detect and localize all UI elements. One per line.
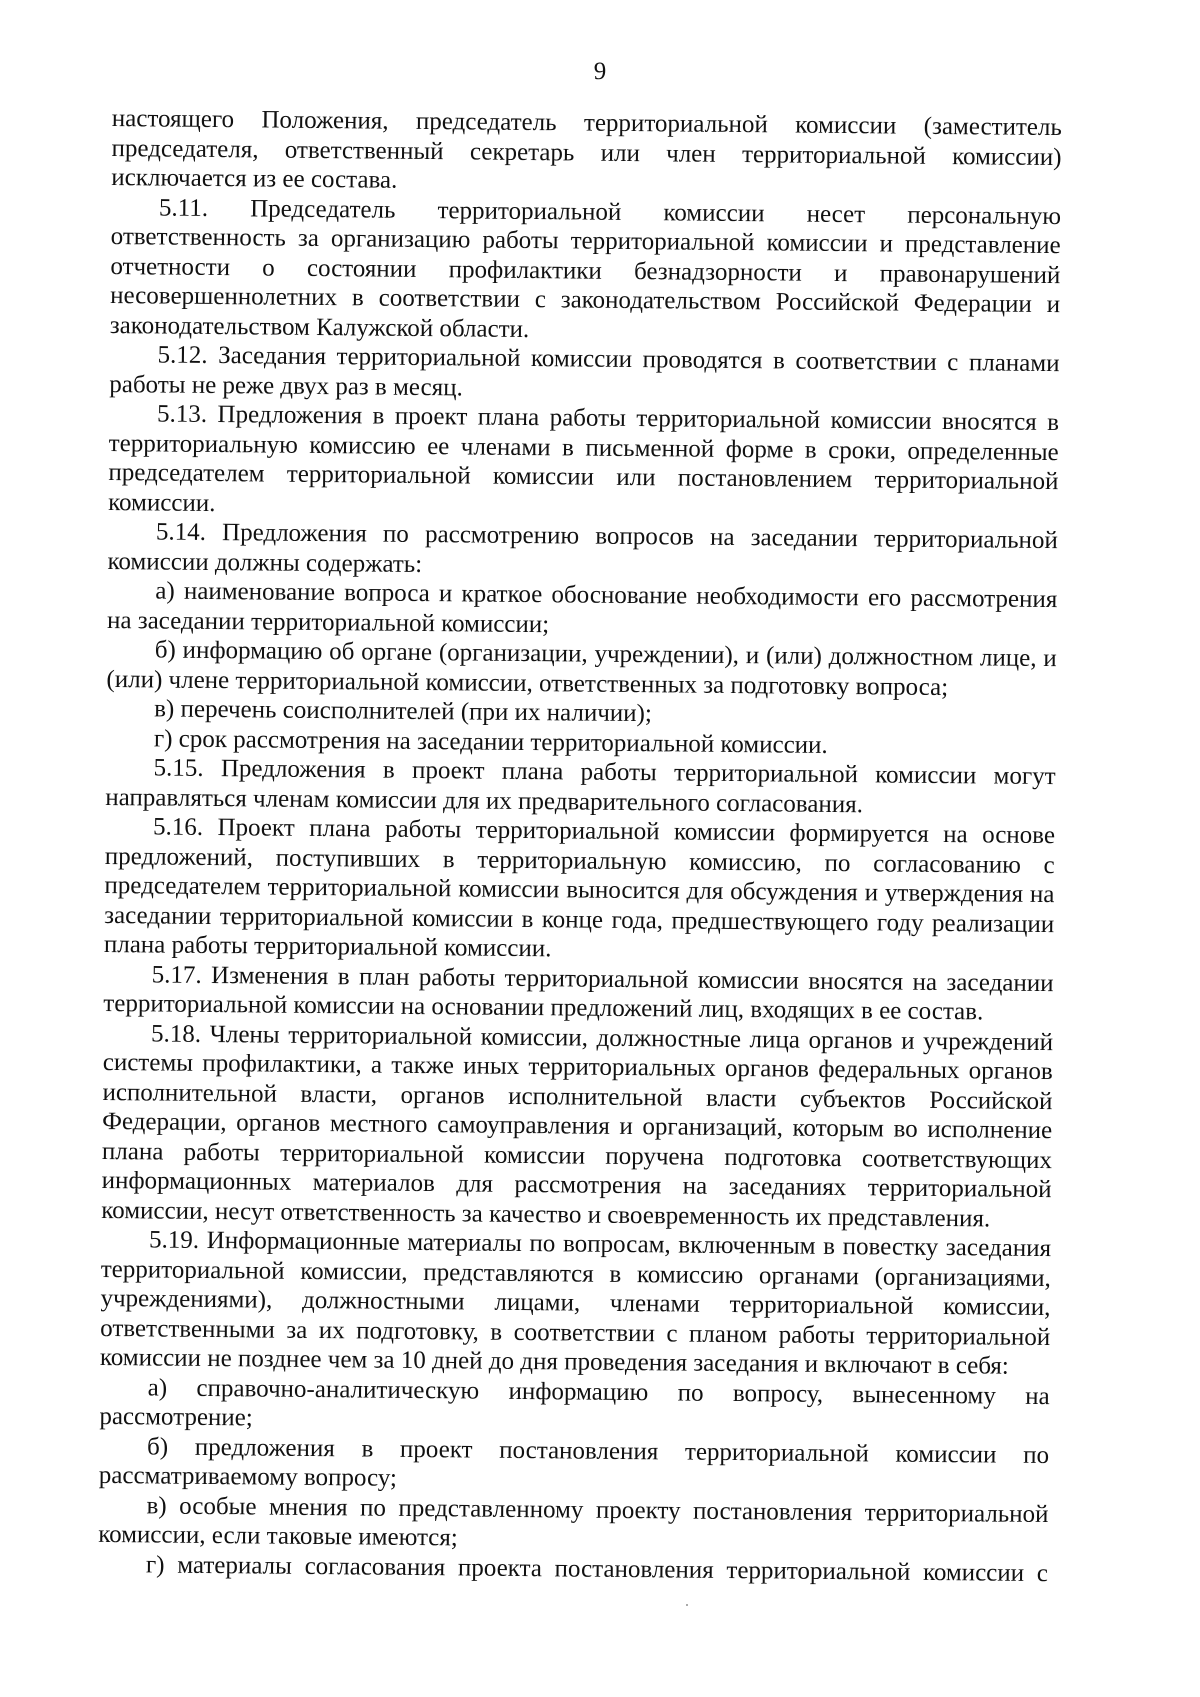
paragraph-5-13: 5.13. Предложения в проект плана работы территориальной комиссии вносятся в территориальную комиссию ее членами в письменной форме в сроки, определенные председателем территориальной комиссии или постановлением территориальной комиссии. [108,400,1060,517]
list-item-5-14-v: в) перечень соисполнителей (при их наличии); [154,695,653,728]
list-item-5-14-b: б) информацию об органе (организации, учреждении), и (или) должностном лице, и (или) члене территориальной комиссии, ответственных за подготовку вопроса; [106,636,1057,701]
page-number: 9 [593,58,607,85]
list-item-5-19-a: а) справочно-аналитическую информацию по вопросу, вынесенному на рассмотрение; [99,1373,1050,1432]
scan-speck [686,1604,688,1606]
paragraph-5-19: 5.19. Информационные материалы по вопросам, включенным в повестку заседания территориальной комиссии, представляются в комиссию органами (организациями, учреждениями), должностными лицами, членами территориальной комиссии, ответственными за их подготовку, в соответствии с планом работы территориальной комиссии не позднее чем за 10 дней до дня проведения заседания и включают в себя: [99,1226,1052,1380]
paragraph-continuation: настоящего Положения, председатель территориальной комиссии (заместитель председателя, ответственный секретарь или член территориальной комиссии) исключается из ее состава. [111,104,1062,194]
paragraph-5-18: 5.18. Члены территориальной комиссии, должностные лица органов и учреждений системы профилактики, а также иных территориальных органов федеральных органов исполнительной власти, органов исполнительной власти субъектов Российской Федерации, органов местного самоуправления и организаций, которым во исполнение плана работы территориальной комиссии поручена подготовка соответствующих информационных материалов для рассмотрения на заседаниях территориальной комиссии, несут ответственность за качество и своевременность их представления. [101,1019,1054,1232]
list-item-5-19-b: б) предложения в проект постановления территориальной комиссии по рассматриваемому вопросу; [98,1432,1050,1492]
paragraph-5-12: 5.12. Заседания территориальной комиссии проводятся в соответствии с планами работы не реже двух раз в месяц. [109,341,1060,401]
paragraph-5-14: 5.14. Предложения по рассмотрению вопросов на заседании территориальной комиссии должны содержать: [107,518,1058,578]
list-item-5-19-g: г) материалы согласования проекта постановления территориальной комиссии с [145,1550,1049,1587]
paragraph-5-11: 5.11. Председатель территориальной комиссии несет персональную ответственность за организацию работы территориальной комиссии и представление отчетности о состоянии профилактики безнадзорности и правонарушений несовершеннолетних в соответствии с законодательством Российской Федерации и законодательством Калужской области. [109,193,1062,343]
paragraph-5-16: 5.16. Проект плана работы территориальной комиссии формируется на основе предложений, поступивших в территориальную комиссию, по согласованию с председателем территориальной комиссии выносится для обсуждения и утверждения на заседании территориальной комиссии в конце года, предшествующего году реализации плана работы территориальной комиссии. [103,813,1056,963]
list-item-5-19-v: в) особые мнения по представленному проекту постановления территориальной комиссии, если таковые имеются; [98,1491,1049,1552]
paragraph-5-15: 5.15. Предложения в проект плана работы территориальной комиссии могут направляться членам комиссии для их предварительного согласования. [105,754,1056,818]
list-item-5-14-a: а) наименование вопроса и краткое обоснование необходимости его рассмотрения на заседании территориальной комиссии; [106,577,1058,638]
page-body [98,104,1062,1588]
paragraph-5-17: 5.17. Изменения в план работы территориальной комиссии вносятся на заседании территориальной комиссии на основании предложений лиц, входящих в ее состав. [103,960,1054,1026]
list-item-5-14-g: г) срок рассмотрения на заседании территориальной комиссии. [153,724,828,759]
